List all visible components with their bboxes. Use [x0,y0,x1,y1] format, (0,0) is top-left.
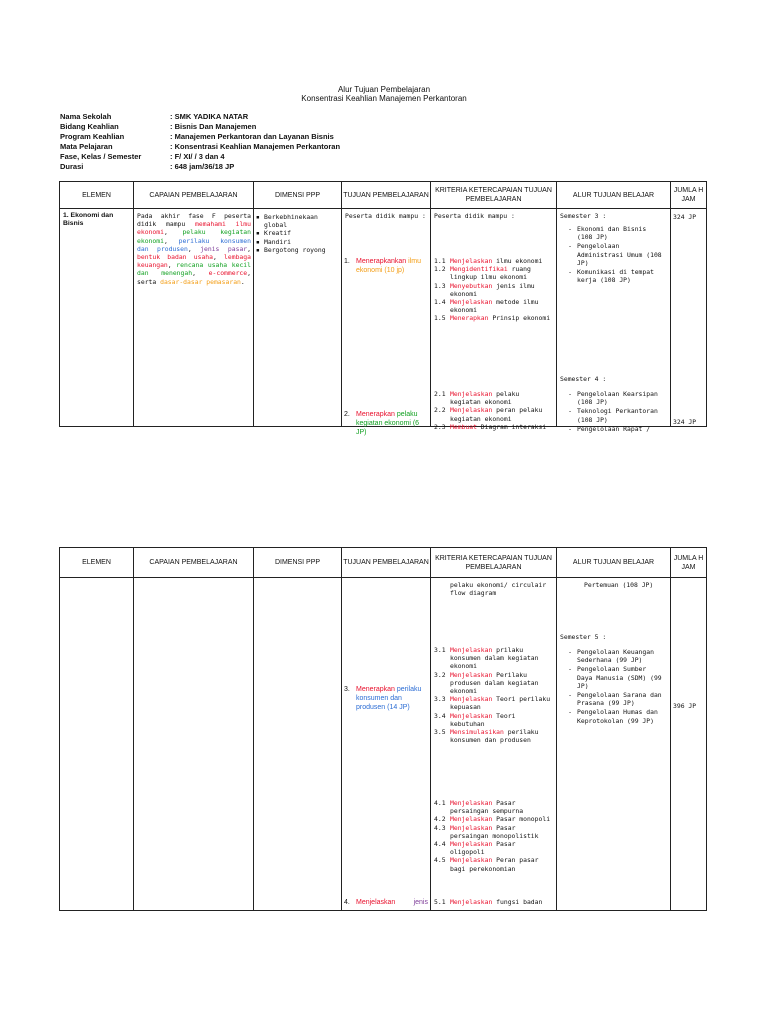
kriteria-number: 1.2 [434,265,446,274]
capaian-segment: perilaku konsumen dan produsen [137,236,251,253]
capaian-segment: , [187,244,201,253]
kriteria-number: 4.1 [434,799,446,807]
kriteria-5-1: 5.1 Menjelaskan fungsi badan [434,898,543,906]
info-label: Mata Pelajaran [60,142,113,151]
kriteria-text [450,314,550,322]
kriteria-rest: ilmu ekonomi [492,257,543,265]
kriteria-rest: Diagram interaksi [476,422,547,431]
kriteria-number: 3.4 [434,711,446,720]
semester-5-list [563,648,663,726]
kriteria-item [434,712,552,728]
kriteria-list-3 [434,646,552,744]
elemen-cell: 1. Ekonomi dan Bisnis [63,212,114,228]
capaian-segment: , [212,253,225,262]
kriteria-verb: Menjelaskan [450,840,493,849]
kriteria-item [434,265,552,281]
kriteria-text [450,406,552,422]
header-dimensi: DIMENSI PPP [254,182,342,209]
bullet-icon: ▪ [256,213,260,221]
semester-5-label: Semester 5 : [560,633,607,641]
dash-icon: - [568,242,572,251]
semester-course: Pengelolaan Sarana dan Prasana (99 JP) [577,691,662,708]
kriteria-rest: Pasar persaingan sempurna [450,799,524,816]
kriteria-intro: Peserta didik mampu : [434,212,515,220]
kriteria-item [434,298,552,314]
kriteria-verb: Menjelaskan [450,390,493,398]
kriteria-text [450,799,552,815]
kriteria-rest: Teori perilaku kepuasan [450,695,551,712]
kriteria-number: 1.5 [434,314,446,323]
header-dimensi-2: DIMENSI PPP [254,548,342,578]
semester-item [563,225,663,241]
kriteria-item [434,390,552,406]
kriteria-text [450,840,552,856]
semester-item [563,425,663,433]
kriteria-rest: Peran pasar bagi perekonomian [450,856,539,873]
kriteria-verb: Menjelaskan [450,711,493,720]
info-label: Program Keahlian [60,132,125,141]
kriteria-verb: Menjelaskan [450,298,493,307]
semester-3-label: Semester 3 : [560,212,607,220]
kriteria-item [434,824,552,840]
kriteria-rest: peran pelaku kegiatan ekonomi [450,406,543,423]
semester-item [563,708,663,724]
kriteria-text [450,728,552,744]
dash-icon: - [568,665,572,674]
capaian-segment: dasar-dasar pemasaran [160,277,241,286]
semester-course: Pengelolaan Sumber Daya Manusia (SDM) (99 JP) [577,665,662,690]
kriteria-number: 3.2 [434,670,446,679]
semester-4-list [563,390,663,434]
dash-icon: - [568,390,572,398]
semester-item [563,268,663,284]
kriteria-verb: Mengidentifikai [450,265,508,274]
semester-course: Ekonomi dan Bisnis (108 JP) [577,225,647,242]
kriteria-text [450,856,552,872]
kriteria-rest: jenis ilmu ekonomi [450,281,535,298]
dimensi-item [256,229,340,237]
dash-icon: - [568,648,572,656]
capaian-segment: lembaga keuangan [137,253,251,270]
capaian-segment: , [192,269,209,278]
capaian-segment: e-commerce [208,269,248,278]
kriteria-rest: Perilaku produsen dalam kegiatan ekonomi [450,670,539,696]
kriteria-item [434,728,552,744]
dimensi-label: Berkebhinekaan global [264,213,318,230]
dimensi-label: Kreatif [264,229,291,238]
bullet-icon: ▪ [256,229,260,238]
info-row [60,112,470,122]
kriteria-list-1 [434,257,552,323]
semester-item [563,665,663,690]
capaian-segment: pelaku kegiatan ekonomi [137,228,251,245]
dimensi-item [256,213,340,229]
kriteria-number: 4.4 [434,840,446,849]
info-row [60,162,470,172]
kriteria-list-2 [434,390,552,431]
info-value: : Bisnis Dan Manajemen [170,122,257,131]
kriteria-rest: Pasar oligopoli [450,840,516,857]
kriteria-item [434,840,552,856]
kriteria-verb: Mensimulasikan [450,728,504,737]
info-label: Fase, Kelas / Semester [60,152,142,161]
kriteria-item [434,671,552,696]
capaian-segment: Pada akhir fase F peserta didik mampu [137,212,251,229]
kriteria-item [434,282,552,298]
kriteria-verb: Menjelaskan [450,823,493,832]
kriteria-text [450,390,552,406]
info-row [60,142,470,152]
kriteria-number: 3.1 [434,646,446,654]
header-capaian: CAPAIAN PEMBELAJARAN [134,182,254,209]
capaian-segment: memahami ilmu ekonomi [137,220,251,237]
kriteria-list-4 [434,799,552,873]
semester-course: Pengelolaan Rapat / [577,424,651,433]
kriteria-text [450,646,552,671]
info-label: Durasi [60,162,84,171]
header-alur-2: ALUR TUJUAN BELAJAR [557,548,671,578]
kriteria-verb: Menjelaskan [450,257,493,265]
dash-icon: - [568,225,572,233]
header-jumlah-2: JUMLA H JAM [671,548,707,578]
kriteria-rest: metode ilmu ekonomi [450,298,539,315]
dimensi-label: Bergotong royong [264,245,326,254]
kriteria-item [434,257,552,265]
kriteria-number: 2.3 [434,422,446,431]
semester-course: Komunikasi di tempat kerja (108 JP) [577,268,654,285]
kriteria-verb: Menjelaskan [450,695,493,704]
kriteria-number: 2.2 [434,406,446,415]
kriteria-text [450,815,550,823]
header-alur: ALUR TUJUAN BELAJAR [557,182,671,209]
dash-icon: - [568,268,572,277]
kriteria-verb: Menjelaskan [450,815,493,824]
dash-icon: - [568,708,572,717]
school-info [60,112,470,172]
kriteria-verb: Menerapkan [450,314,489,323]
bullet-icon: ▪ [256,237,260,246]
tujuan-intro: Peserta didik mampu : [345,212,426,220]
kriteria-verb: Menjelaskan [450,856,493,865]
semester-item [563,390,663,406]
kriteria-verb: Menyebutkan [450,281,493,290]
kriteria-rest: pelaku kegiatan ekonomi [450,390,520,407]
dimensi-item [256,246,340,254]
kriteria-item [434,799,552,815]
kriteria-rest: Teori kebutuhan [450,711,516,728]
capaian-segment: , [163,228,183,237]
kriteria-number: 1.1 [434,257,446,265]
kriteria-text [450,298,552,314]
alur-continued: Pertemuan (108 JP) [584,581,654,589]
kriteria-number: 4.3 [434,823,446,832]
info-value: : F/ XI/ / 3 dan 4 [170,152,225,161]
kriteria-text [450,423,546,431]
semester-course: Pengelolaan Keuangan Sederhana (99 JP) [577,648,654,665]
document-title: Alur Tujuan Pembelajaran [337,85,431,94]
kriteria-rest: Pasar monopoli [492,815,551,824]
kriteria-item [434,314,552,322]
kriteria-number: 4.5 [434,856,446,865]
kriteria-verb: Menjelaskan [450,670,493,679]
kriteria-number: 1.3 [434,281,446,290]
info-row [60,122,470,132]
info-row [60,132,470,142]
kriteria-rest: prilaku konsumen dalam kegiatan ekonomi [450,646,539,671]
semester-course: Pengelolaan Humas dan Keprotokolan (99 JP) [577,708,658,725]
semester-3-list [563,225,663,285]
kriteria-rest: Prinsip ekonomi [488,314,551,323]
kriteria-rest: Pasar persaingan monopolistik [450,823,539,840]
jam-semester-4: 324 JP [673,418,697,426]
info-value: : Konsentrasi Keahlian Manajemen Perkantoran [170,142,341,151]
bullet-icon: ▪ [256,245,260,254]
capaian-segment: , [247,244,251,253]
capaian-segment: , serta [137,269,251,286]
semester-item [563,242,663,267]
kriteria-text [450,671,552,696]
kriteria-text [450,282,552,298]
kriteria-verb: Membuat [450,422,477,431]
info-value: : Manajemen Perkantoran dan Layanan Bisnis [170,132,334,141]
tujuan-2: 2. Menerapkan pelaku kegiatan ekonomi (6 JP) [344,411,420,436]
jam-semester-5: 396 JP [673,702,697,710]
capaian-segment: rencana usaha kecil dan menengah [137,261,251,278]
header-elemen: ELEMEN [60,182,134,209]
dimensi-label: Mandiri [264,237,291,246]
jam-semester-3: 324 JP [673,213,697,221]
kriteria-number: 3.3 [434,695,446,704]
header-kriteria: KRITERIA KETERCAPAIAN TUJUAN PEMBELAJARAN [431,182,557,209]
tujuan-4: 4. Menjelaskan jenis [344,899,428,906]
kriteria-number: 2.1 [434,390,446,398]
kriteria-item [434,695,552,711]
kriteria-rest: ruang lingkup ilmu ekonomi [450,265,531,282]
header-elemen-2: ELEMEN [60,548,134,578]
semester-item [563,691,663,707]
dash-icon: - [568,407,572,416]
kriteria-item [434,646,552,671]
semester-course: Pengelolaan Administrasi Umum (108 JP) [577,242,662,267]
tujuan-3: 3. Menerapkan perilaku konsumen dan produsen (14 JP) [344,686,422,711]
kriteria-verb: Menjelaskan [450,646,493,654]
kriteria-text [450,695,552,711]
header-jumlah: JUMLA H JAM [671,182,707,209]
info-label: Bidang Keahlian [60,122,119,131]
document-subtitle: Konsentrasi Keahlian Manajemen Perkantoran [301,94,467,103]
header-tujuan-2: TUJUAN PEMBELAJARAN [342,548,431,578]
kriteria-verb: Menjelaskan [450,799,493,807]
kriteria-text [450,824,552,840]
kriteria-rest: perilaku konsumen dan produsen [450,728,539,745]
semester-course: Pengelolaan Kearsipan (108 JP) [577,390,658,407]
kriteria-number: 3.5 [434,728,446,737]
kriteria-item [434,815,552,823]
info-value: : 648 jam/36/18 JP [170,162,235,171]
header-tujuan: TUJUAN PEMBELAJARAN [342,182,431,209]
semester-4-label: Semester 4 : [560,375,607,383]
kriteria-number: 1.4 [434,298,446,307]
info-label: Nama Sekolah [60,112,112,121]
tujuan-1: 1. Menerapkankan ilmu ekonomi (10 jp) [344,258,421,274]
kriteria-text [450,712,552,728]
learning-flow-table-2 [59,547,707,911]
capaian-segment: , [167,261,177,270]
info-row [60,152,470,162]
semester-item [563,648,663,664]
learning-flow-table-1 [59,181,707,436]
dimensi-item [256,238,340,246]
kriteria-number: 4.2 [434,815,446,824]
kriteria-text [450,257,542,265]
header-capaian-2: CAPAIAN PEMBELAJARAN [134,548,254,578]
capaian-segment: , [163,236,179,245]
header-kriteria-2: KRITERIA KETERCAPAIAN TUJUAN PEMBELAJARAN [431,548,557,578]
dimensi-list [256,213,340,254]
kriteria-item [434,856,552,872]
capaian-segment: jenis pasar [200,244,248,253]
kriteria-continued: pelaku ekonomi/ circulair flow diagram [450,581,547,598]
kriteria-item [434,423,552,431]
capaian-text [137,212,251,286]
kriteria-item [434,406,552,422]
dash-icon: - [568,691,572,700]
dash-icon: - [568,424,572,433]
kriteria-verb: Menjelaskan [450,406,493,415]
capaian-segment: bentuk badan usaha [137,253,213,262]
semester-course: Teknologi Perkantoran (108 JP) [577,407,658,424]
info-value: : SMK YADIKA NATAR [170,112,249,121]
capaian-segment: . [240,277,245,286]
kriteria-text [450,265,552,281]
semester-item [563,407,663,423]
